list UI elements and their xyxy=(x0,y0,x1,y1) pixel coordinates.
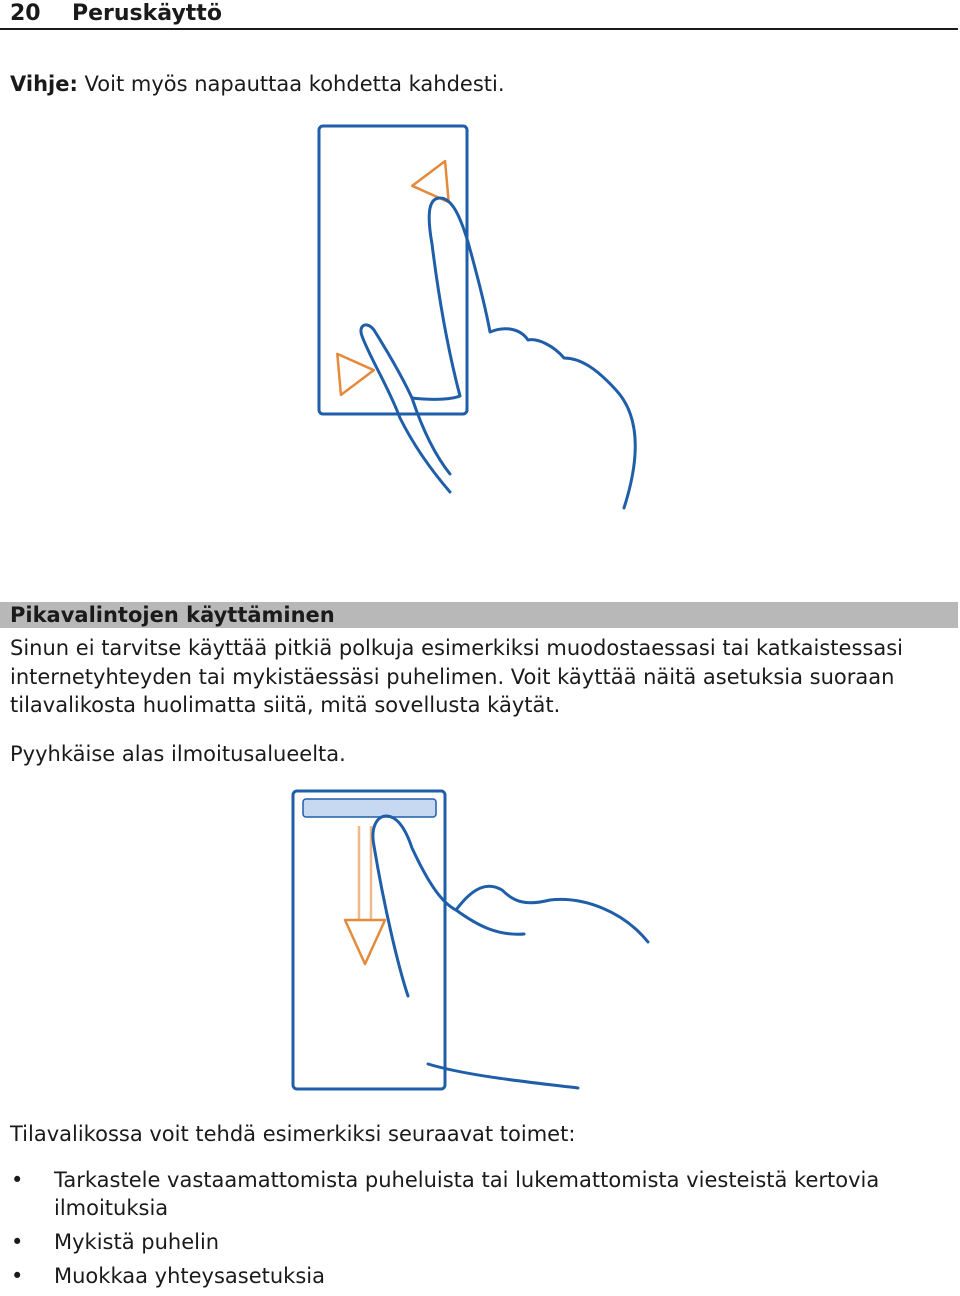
page-title: Peruskäyttö xyxy=(72,1,222,26)
list-item xyxy=(0,1228,934,1256)
zoom-gesture-illustration xyxy=(300,118,660,518)
list-item-text: Muokkaa yhteysasetuksia xyxy=(54,1264,325,1288)
list-item xyxy=(0,1262,934,1290)
page-number: 20 xyxy=(10,1,41,26)
list-item-text: Tarkastele vastaamattomista puheluista tai lukemattomista viesteistä kertovia ilmoituksia xyxy=(54,1168,880,1220)
list-item-text: Mykistä puhelin xyxy=(54,1230,220,1254)
action-list xyxy=(0,1166,960,1290)
paragraph-actions: Tilavalikossa voit tehdä esimerkiksi seuraavat toimet: xyxy=(10,1122,576,1146)
list-item xyxy=(0,1166,934,1222)
thumb-line xyxy=(456,910,524,934)
tip-line xyxy=(10,72,505,96)
phone-outline xyxy=(293,791,445,1089)
bullet-icon: • xyxy=(11,1230,24,1254)
tip-label: Vihje: xyxy=(10,72,78,96)
bullet-icon: • xyxy=(11,1168,24,1192)
page-header xyxy=(0,0,958,30)
swipe-down-arrow-icon xyxy=(345,826,385,964)
thumb-line xyxy=(412,398,450,474)
tip-text: Voit myös napauttaa kohdetta kahdesti. xyxy=(77,72,505,96)
bullet-icon: • xyxy=(11,1264,24,1288)
zoom-arrow-icon xyxy=(323,153,464,403)
section-title: Pikavalintojen käyttäminen xyxy=(10,603,335,627)
section-heading-bar xyxy=(0,602,958,628)
paragraph-intro: Sinun ei tarvitse käyttää pitkiä polkuja esimerkiksi muodostaessasi tai katkaistessasi internetyhteyden tai mykistäessäsi puhelimen. Voit käyttää näitä asetuksia suoraan tilavalikosta huolimatta siitä, mitä sovellusta käytät. xyxy=(10,636,903,717)
notification-bar xyxy=(303,799,436,817)
hand-icon xyxy=(373,816,648,1088)
swipe-down-illustration xyxy=(288,786,658,1098)
paragraph-swipe: Pyyhkäise alas ilmoitusalueelta. xyxy=(10,742,346,766)
